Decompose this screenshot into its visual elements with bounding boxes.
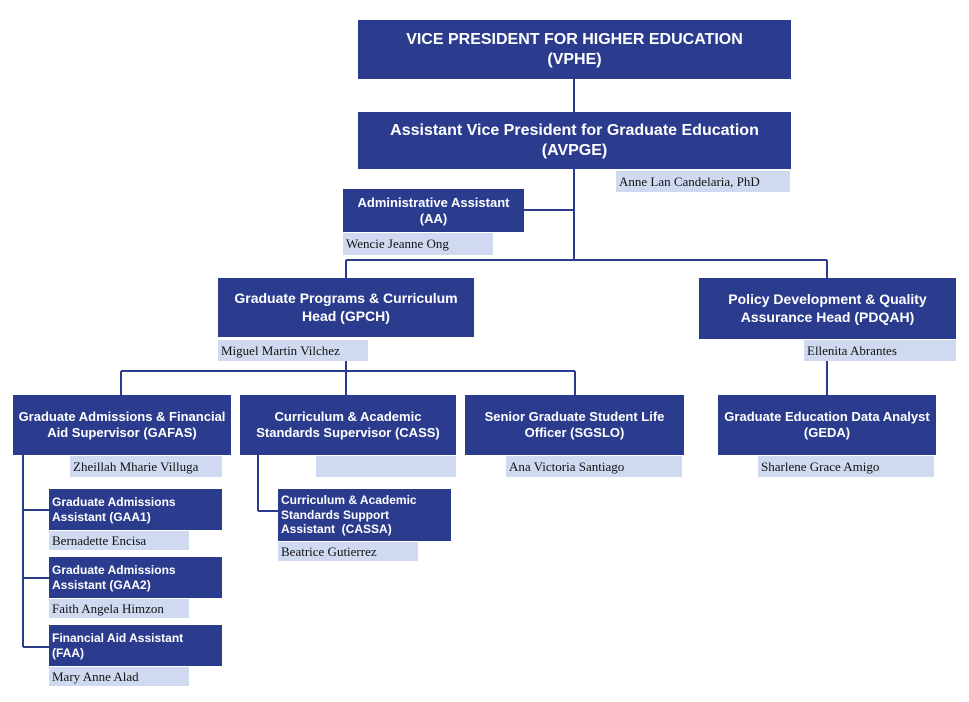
cassa-title-2: Standards Support [281, 507, 390, 522]
geda-name: Sharlene Grace Amigo [758, 456, 934, 477]
faa-name: Mary Anne Alad [49, 667, 189, 686]
gaa2-abbrev: Assistant (GAA2) [52, 577, 151, 592]
gpch-name: Miguel Martin Vilchez [218, 340, 368, 361]
gafas-abbrev: Aid Supervisor (GAFAS) [47, 425, 197, 440]
pdqah-box [699, 278, 956, 339]
cass-abbrev: Standards Supervisor (CASS) [256, 425, 440, 440]
gafas-box [13, 395, 231, 455]
sgslo-name: Ana Victoria Santiago [506, 456, 682, 477]
sgslo-box [465, 395, 684, 455]
aa-title: Administrative Assistant [357, 194, 510, 210]
avpge-title: Assistant Vice President for Graduate Education [390, 121, 759, 139]
gaa1-title: Graduate Admissions [52, 494, 176, 509]
avpge-box [358, 112, 791, 169]
gpch-abbrev: Head (GPCH) [302, 307, 390, 324]
gaa2-title: Graduate Admissions [52, 562, 176, 577]
aa-abbrev: (AA) [419, 210, 448, 226]
vphe-box [358, 20, 791, 79]
gaa2-name: Faith Angela Himzon [49, 599, 189, 618]
faa-abbrev: (FAA) [52, 645, 84, 660]
gafas-title: Graduate Admissions & Financial [18, 409, 226, 425]
geda-box [718, 395, 936, 455]
avpge-name: Anne Lan Candelaria, PhD [616, 171, 790, 192]
cassa-box [278, 489, 451, 541]
pdqah-title: Policy Development & Quality [728, 291, 927, 308]
vphe-title: VICE PRESIDENT FOR HIGHER EDUCATION [406, 30, 743, 48]
gaa1-box [49, 489, 222, 530]
aa-box [343, 189, 524, 232]
gafas-name: Zheillah Mharie Villuga [70, 456, 222, 477]
gaa1-name: Bernadette Encisa [49, 531, 189, 550]
aa-name: Wencie Jeanne Ong [343, 233, 493, 255]
faa-box [49, 625, 222, 666]
pdqah-name: Ellenita Abrantes [804, 340, 956, 361]
gpch-title: Graduate Programs & Curriculum [234, 290, 458, 307]
geda-abbrev: (GEDA) [803, 425, 851, 440]
cassa-abbrev: Assistant (CASSA) [281, 522, 392, 537]
sgslo-title: Senior Graduate Student Life [484, 409, 665, 425]
pdqah-abbrev: Assurance Head (PDQAH) [740, 308, 915, 325]
gpch-box [218, 278, 474, 337]
faa-title: Financial Aid Assistant [52, 630, 184, 645]
sgslo-abbrev: Officer (SGSLO) [524, 425, 625, 440]
cass-title: Curriculum & Academic [274, 409, 422, 425]
cassa-name: Beatrice Gutierrez [278, 542, 418, 561]
cass-box [240, 395, 456, 455]
gaa1-abbrev: Assistant (GAA1) [52, 509, 151, 524]
vphe-abbrev: (VPHE) [547, 50, 602, 68]
geda-title: Graduate Education Data Analyst [724, 409, 930, 425]
gaa2-box [49, 557, 222, 598]
cass-name [316, 456, 456, 477]
avpge-abbrev: (AVPGE) [541, 141, 608, 159]
cassa-title-1: Curriculum & Academic [281, 493, 417, 508]
